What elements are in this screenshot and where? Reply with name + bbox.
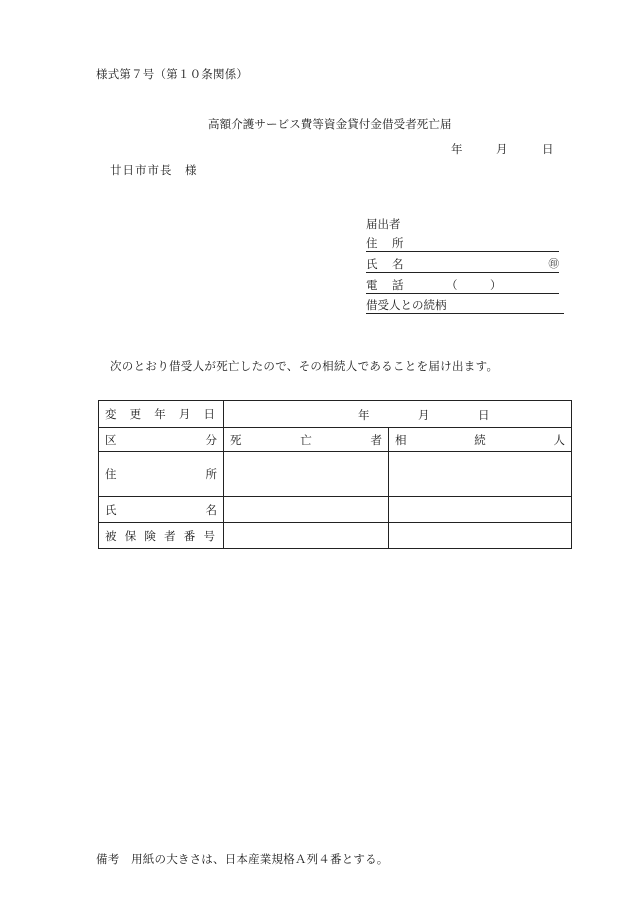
deceased-name-cell[interactable] (224, 497, 389, 523)
address-label (99, 452, 224, 497)
applicant-relation-field[interactable] (366, 297, 564, 314)
change-date-char: 月 (178, 407, 191, 421)
applicant-phone-label-1: 電 (366, 278, 378, 292)
insured-number-label (99, 523, 224, 549)
heir-address-cell[interactable] (389, 452, 572, 497)
heir-char: 相 (395, 432, 407, 447)
notification-table (98, 400, 572, 549)
table-row-address (99, 452, 572, 497)
category-char: 分 (205, 432, 217, 447)
change-date-year: 年 (358, 408, 370, 422)
address-char: 住 (105, 467, 117, 481)
header-date-month: 月 (496, 142, 508, 156)
applicant-name-label-2: 名 (392, 257, 404, 271)
category-label (99, 428, 224, 452)
applicant-name-label-1: 氏 (366, 257, 378, 271)
change-date-month: 月 (418, 408, 430, 422)
applicant-address-field[interactable] (366, 235, 559, 252)
change-date-char: 更 (129, 407, 142, 421)
applicant-name-field[interactable] (366, 256, 559, 273)
applicant-address-label-2: 所 (392, 236, 404, 250)
deceased-address-cell[interactable] (224, 452, 389, 497)
change-date-label (99, 401, 224, 428)
deceased-char: 者 (370, 432, 382, 447)
insured-number-char: 険 (144, 528, 156, 543)
table-row-change-date (99, 401, 572, 428)
seal-mark: ㊞ (548, 258, 559, 270)
address-char: 所 (205, 467, 217, 481)
name-char: 名 (205, 502, 217, 517)
header-date-day: 日 (542, 142, 554, 156)
change-date-char: 日 (203, 407, 215, 421)
form-number: 様式第７号（第１０条関係） (96, 67, 249, 81)
change-date-char: 年 (154, 407, 166, 421)
header-date-year: 年 (451, 142, 463, 156)
phone-paren-close: ） (490, 278, 502, 292)
heir-char: 続 (474, 432, 486, 447)
change-date-day: 日 (478, 408, 490, 422)
heir-char: 人 (553, 432, 565, 447)
applicant-address-label-1: 住 (366, 236, 378, 250)
insured-number-char: 号 (203, 528, 215, 543)
addressee: 廿日市市長 様 (110, 163, 198, 177)
applicant-phone-label-2: 話 (392, 278, 404, 292)
heir-insured-number-cell[interactable] (389, 523, 572, 549)
footnote: 備考 用紙の大きさは、日本産業規格Ａ列４番とする。 (96, 852, 389, 866)
change-date-value[interactable] (224, 401, 572, 428)
applicant-relation-label: 借受人との続柄 (366, 298, 447, 312)
category-char: 区 (105, 432, 117, 447)
heir-name-cell[interactable] (389, 497, 572, 523)
change-date-char: 変 (105, 407, 117, 421)
applicant-phone-field[interactable] (366, 277, 559, 294)
name-char: 氏 (105, 502, 117, 517)
table-row-insured-number (99, 523, 572, 549)
insured-number-char: 者 (164, 528, 176, 543)
deceased-header (224, 428, 389, 452)
table-row-category (99, 428, 572, 452)
deceased-insured-number-cell[interactable] (224, 523, 389, 549)
heir-header (389, 428, 572, 452)
deceased-char: 亡 (300, 432, 312, 447)
insured-number-char: 保 (124, 528, 137, 543)
insured-number-char: 番 (183, 528, 196, 543)
deceased-char: 死 (230, 432, 242, 447)
applicant-label: 届出者 (366, 217, 401, 231)
phone-paren-open: （ (446, 278, 458, 292)
insured-number-char: 被 (105, 528, 117, 543)
statement-text: 次のとおり借受人が死亡したので、その相続人であることを届け出ます。 (110, 359, 499, 373)
name-label (99, 497, 224, 523)
document-title: 高額介護サービス費等資金貸付金借受者死亡届 (208, 117, 452, 131)
table-row-name (99, 497, 572, 523)
